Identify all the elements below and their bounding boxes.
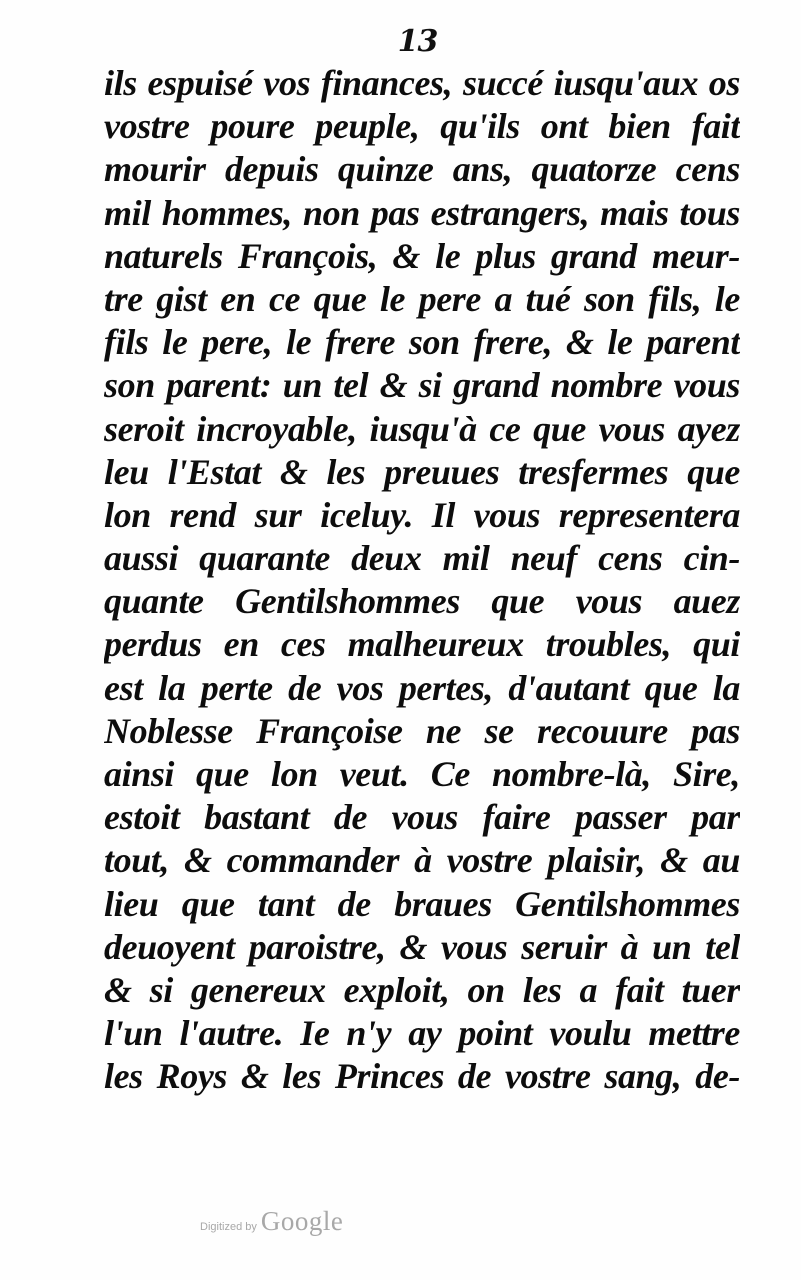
text-line: leu l'Estat & les preuues tresfermes que xyxy=(104,451,740,492)
text-line: Noblesse Françoise ne se recouure pas xyxy=(104,710,740,751)
text-line: son parent: un tel & si grand nombre vous xyxy=(104,365,740,406)
text-line: estoit bastant de vous faire passer par xyxy=(104,797,740,838)
text-line: l'un l'autre. Ie n'y ay point voulu mettre xyxy=(104,1013,740,1054)
text-line: & si genereux exploit, on les a fait tuer xyxy=(104,969,740,1010)
text-line: quante Gentilshommes que vous auez xyxy=(104,581,740,622)
text-line: ainsi que lon veut. Ce nombre-là, Sire, xyxy=(104,754,740,794)
text-line: tout, & commander à vostre plaisir, & au xyxy=(104,840,740,881)
text-line: perdus en ces malheureux troubles, qui xyxy=(104,624,740,665)
text-line: deuoyent paroistre, & vous seruir à un tel xyxy=(104,926,740,967)
text-line: mil hommes, non pas estrangers, mais tous xyxy=(104,192,740,233)
text-line: tre gist en ce que le pere a tué son fils, le xyxy=(104,278,740,319)
text-line: aussi quarante deux mil neuf cens cin- xyxy=(104,538,740,579)
text-line: fils le pere, le frere son frere, & le parent xyxy=(104,322,740,363)
digitization-watermark xyxy=(200,1206,343,1240)
google-logo: Google xyxy=(260,1206,344,1236)
text-line: ils espuisé vos finances, succé iusqu'aux os xyxy=(104,63,740,103)
digitized-label: Digitized by xyxy=(200,1221,257,1233)
text-line: naturels François, & le plus grand meur- xyxy=(104,235,740,276)
text-line: lieu que tant de braues Gentilshommes xyxy=(104,883,740,924)
page-number: 13 xyxy=(397,24,438,59)
text-line: les Roys & les Princes de vostre sang, de- xyxy=(104,1056,740,1097)
text-line: vostre poure peuple, qu'ils ont bien fait xyxy=(104,106,740,147)
text-line: lon rend sur iceluy. Il vous representera xyxy=(104,494,740,535)
text-line: est la perte de vos pertes, d'autant que la xyxy=(104,667,740,708)
text-line: seroit incroyable, iusqu'à ce que vous ayez xyxy=(104,408,740,449)
text-line: mourir depuis quinze ans, quatorze cens xyxy=(104,149,740,190)
body-text xyxy=(104,62,740,1099)
